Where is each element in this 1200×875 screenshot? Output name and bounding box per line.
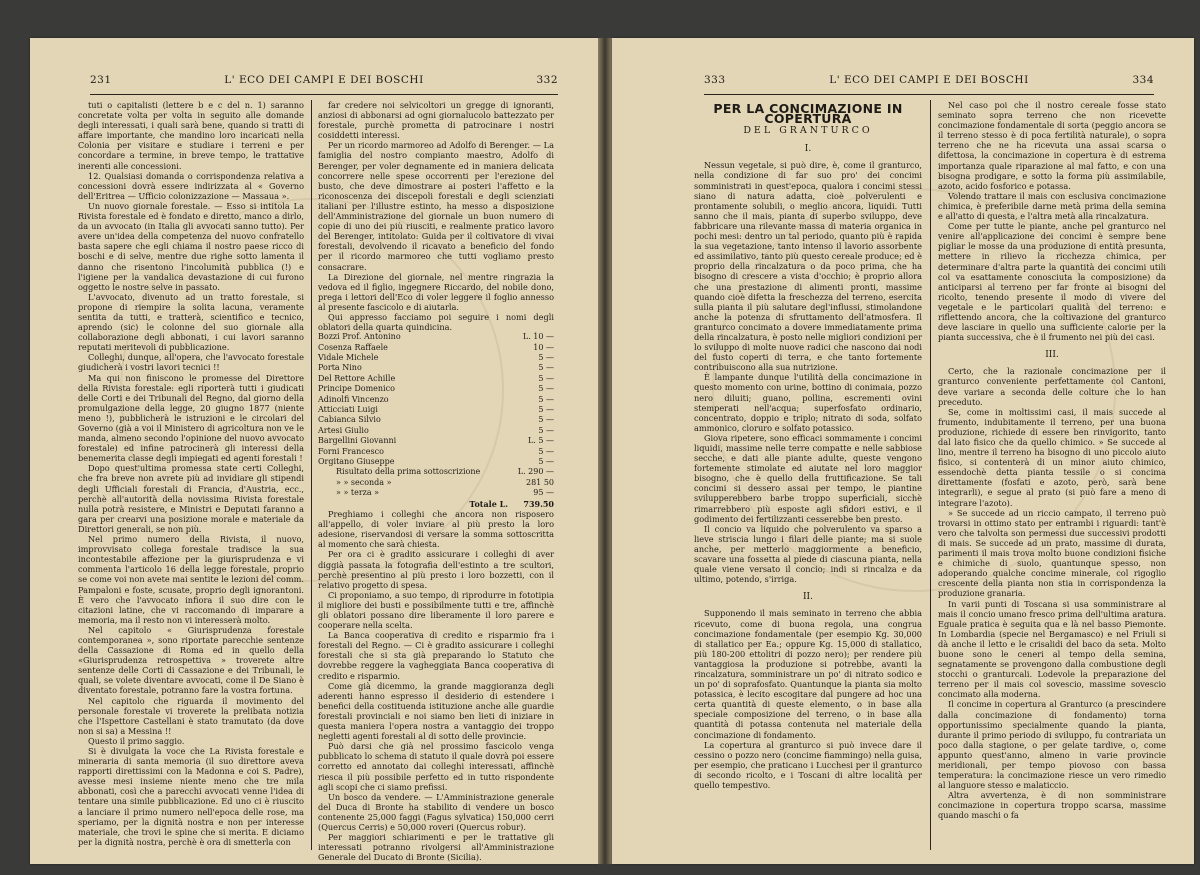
donor-name: Atticciati Luigi (318, 405, 378, 414)
article-subtitle: DEL GRANTURCO (743, 125, 873, 137)
donor-amount: L. 5 — (527, 436, 554, 446)
section-number: II. (803, 592, 813, 603)
donor-name: » » terza » (336, 488, 380, 498)
paragraph: 12. Qualsiasi domanda o corrispondenza relativa a concessioni dovrà essere indirizzata al « Governo dell'Eritrea — Ufficio colonizzazione — Massaua ». (78, 170, 304, 201)
paragraph: Certo, che la razionale concimazione per il granturco conveniente perfettamente col Cantoni, deve variare a seconda delle colture che lo han preceduto. (938, 366, 1166, 407)
section-number: I. (804, 144, 812, 155)
page-number: 332 (536, 74, 558, 86)
article-title: PER LA CONCIMAZIONE IN COPERTURA (713, 101, 903, 127)
paragraph: Nel primo numero della Rivista, il nuovo, improvvisato collega forestale tradisce la sua incontestabile affezione per la giurisprudenza e vi commenta l'articolo 16 della legge forestale, proprio se come voi non avete mai sentite le lezioni del comm. Pampaloni e foste, scusate, proprio degli ignorantoni. È vero che l'avvocato infiora il suo dire con le citazioni latine, che vi raccomando di imparare a memoria, ma il resto non vi interesserà molto. (78, 534, 304, 625)
donor-amount: 5 — (538, 384, 554, 394)
donor-row (318, 426, 554, 436)
donor-row (318, 447, 554, 457)
donor-name: Bargellini Giovanni (318, 436, 397, 446)
donor-row (318, 478, 554, 488)
donor-row (318, 374, 554, 384)
page-number: 231 (90, 74, 112, 86)
running-head (90, 74, 558, 90)
page-number: 334 (1132, 74, 1154, 86)
donor-amount: 5 — (538, 425, 554, 435)
donor-amount: 5 — (538, 457, 554, 467)
paragraph: Nel caso poi che il nostro cereale fosse stato seminato sopra terreno che non ricevette concimazione fondamentale di sorta (peggio ancora se il terreno stesso è di poca fertilità naturale), o sopra terreno che ne ha ricevuta una assai scarsa o difettosa, la concimazione in copertura è di estrema importanza quale riparazione al mal fatto, e con una bisogna prodigare, e sotto la forma più assimilabile, azoto, acido fosforico e potassa. (938, 100, 1166, 191)
paragraph: Ci proponiamo, a suo tempo, di riprodurre in fototipia il migliore dei busti e possibilmente tutti e tre, affinchè gli oblatori possano dire liberamente il loro parere e cooperare nella scelta. (318, 589, 554, 631)
donor-amount: 739.50 (523, 498, 554, 509)
donor-name: Bozzi Prof. Antonino (318, 332, 401, 342)
paragraph: Colleghi, dunque, all'opera, che l'avvocato forestale giudicherà i vostri lavori tecnici !! (78, 352, 304, 373)
paragraph: Nel capitolo « Giurisprudenza forestale contemporanea », sono riportate parecchie sentenze della Cassazione di Roma ed in quello della «Giurisprudenza retrospettiva » troverete altre sentenze delle Corti di Cassazione e dei Tribunali, le quali, se volete diventare avvocati, come il De Siano è diventato forestale, potranno fare la vostra fortuna. (78, 624, 304, 696)
paragraph: Come per tutte le piante, anche pel granturco nel venire all'applicazione dei concimi è sempre bene pigliar le mosse da una produzione di entità presunta, mettere in rilievo la ricchezza chimica, per determinare d'altra parte la quantità dei concimi utili col va esattamente conosciuta la composizione) da anticiparsi al terreno per far fronte ai bisogni del ricolto, tenendo presente il modo di vivere del vegetale e le particolari qualità del terreno: e riflettendo ancora, che la coltivazione del granturco deve lasciare in quello una sufficiente calorie per la pianta successiva, che è il frumento nei più dei casi. (938, 221, 1166, 343)
paragraph: La copertura al granturco si può invece dare il cessino o pozzo nero (concime fiammingo) nella guisa, per esempio, che praticano i Lucchesi per il granturco di secondo ricolto, e i Toscani di altre località per quello tempestivo. (694, 739, 922, 790)
paragraph: Giova ripetere, sono efficaci sommamente i concimi liquidi, massime nelle terre compatte e nelle sabbiose secche, e dati alle piante adulte, queste vengono fortemente stimolate ed aiutate nel loro maggior bisogno, che è quello della fruttificazione. Se tali concimi si dessero assai per tempo, le piantine svilupperebbero barbe troppo superficiali, sicchè rimarrebbero più esposte agli sfidori estivi, e il godimento dei fertilizzanti cesserebbe ben presto. (694, 432, 922, 524)
donor-row (318, 436, 554, 446)
donor-row (318, 395, 554, 405)
donor-amount: 5 — (538, 446, 554, 456)
donor-name: Del Rettore Achille (318, 373, 396, 383)
donor-list (318, 332, 554, 509)
donor-amount: 10 — (533, 342, 554, 352)
donor-name: Cosenza Raffaele (318, 342, 388, 352)
donor-amount: L. 290 — (517, 467, 554, 477)
paragraph: tuti o capitalisti (lettere b e c del n. 1) saranno concretate volta per volta in seguito alle domande degli interessati, i quali sarà bene, quando si tratti di affare importante, che mandino loro incaricati nella Colonia per visitare e studiare i terreni e per concordare a termine, in breve tempo, le trattative inerenti alle concessioni. (78, 100, 304, 171)
column-rule (311, 100, 312, 850)
paragraph: Supponendo il mais seminato in terreno che abbia ricevuto, come di buona regola, una congrua concimazione fondamentale (per esempio Kg. 30,000 di stallatico per Ea.; oppure Kg. 15,000 di stallatico, più 180-200 ettolitri di pozzo nero); per rendere più vantaggiosa la produzione si potrebbe, avanti la rincalzatura, somministrare un po' di nitrato sodico e un po' di soprafosfato. Quantunque la pianta sia molto potassica, è lecito escogitare dal pungere ad hoc una certa quantità di queste elemento, o in base alla speciale composizione del terreno, o in base alla quantità di potassa contenuta nel materiale della concimazione di fondamento. (694, 608, 922, 740)
paragraph: L'avvocato, divenuto ad un tratto forestale, si propone di riempire la solita lacuna, veramente sentita da tutti, e tratterà, scientifico e tecnico, aprendo (sic) le colonne del suo giornale alla collaborazione degli abbonati, i cui lavori saranno reputati meritevoli di pubblicazione. (78, 291, 304, 353)
text-column (78, 100, 304, 850)
paragraph: Un nuovo giornale forestale. — Esso si intitola La Rivista forestale ed è fondato e diretto, manco a dirlo, da un avvocato (in Italia gli avvocati sanno tutto). Per avere un'idea della competenza del nuovo confratello basta sapere che egli chiama il nostro paese ricco di boschi e di selve, mentre due righe sotto lamenta il danno che risentono l'incolumità pubblica (!) e l'igiene per la vandalica devastazione di cui furono oggetto le nostre selve in passato. (78, 200, 304, 292)
paragraph: Per ora ci è gradito assicurare i colleghi di aver diggià passata la fotografia dell'estinto a tre scultori, perchè presentino al più presto i loro bozzetti, con il relativo progetto di spesa. (318, 549, 554, 590)
donor-row (318, 343, 554, 353)
book-gutter (598, 38, 612, 864)
paragraph: Il concime in copertura al Granturco (a prescindere dalla concimazione di fondamento) torna opportunissimo specialmente quando la pianta, durante il primo periodo di sviluppo, fu contrariata un poco dalla stagione, o per gelate tardive, o, come appunto quest'anno, almeno in varie provincie meridionali, per tempo piovoso con bassa temperatura: la concimazione riesce un vero rimedio al languore stesso e malaticcio. (938, 699, 1166, 791)
donor-name: Principe Domenico (318, 384, 395, 394)
paragraph: Si è divulgata la voce che La Rivista forestale e mineraria di santa memoria (il suo direttore aveva rapporti direttissimi con la Madonna e coi S. Padre), avesse mesi insieme niente meno che tre mila abbonati, così che a parecchi avvocati venne l'idea di tentare una simile pubblicazione. Ed uno ci è riuscito a lanciare il primo numero nell'epoca delle rose, ma speriamo, per la dignità nostra e non per interesse materiale, che trovi le spine che si merita. E diciamo per la dignità nostra, perchè è ora di smetterla con (78, 746, 304, 847)
text-column (318, 100, 554, 863)
paragraph: Qui appresso facciamo poi seguire i nomi degli oblatori della quarta quindicina. (318, 311, 554, 333)
donor-amount: 5 — (538, 405, 554, 414)
donor-amount: 95 — (533, 488, 554, 498)
donor-name: Adinolfi Vincenzo (318, 394, 389, 404)
donor-row (318, 363, 554, 373)
paragraph: Volendo trattare il mais con esclusiva concimazione chimica, è preferibile darne metà prima della semina e all'atto di questa, e l'altra metà alla rincalzatura. (938, 190, 1166, 222)
donor-row (318, 384, 554, 394)
donor-name: Porta Nino (318, 363, 362, 373)
paragraph: Questo il primo saggio. (88, 735, 185, 746)
paragraph: Come già dicemmo, la grande maggioranza degli aderenti hanno espresso il desiderio di estendere i benefici della costituenda istituzione anche alle guardie forestali provinciali e noi siamo ben lieti di iniziare in questa maniera l'opera nostra a vantaggio dei troppo negletti agenti forestali al di sotto delle provincie. (318, 680, 554, 742)
paragraph: La Banca cooperativa di credito e risparmio fra i forestali del Regno. — Ci è gradito assicurare i colleghi forestali che si sta già preparando lo Statuto che dovrebbe reggere la vagheggiata Banca cooperativa di credito e risparmio. (318, 630, 554, 681)
paragraph: Per maggiori schiarimenti e per le trattative gli interessati potranno rivolgersi all'Amministrazione Generale del Ducato di Bronte (Sicilia). (318, 832, 554, 863)
paragraph: Per un ricordo marmoreo ad Adolfo di Berenger. — La famiglia del nostro compianto maestro, Adolfo di Berenger, per voler degnamente ed in maniera delicata concorrere nelle spese occorrenti per l'erezione del busto, che deve dimostrare ai posteri l'affetto e la riconoscenza dei discepoli forestali e degli scienziati italiani per l'illustre estinto, ha messo a disposizione dell'Amministrazione del giornale un buon numero di copie di uno dei più riusciti, e realmente pratico lavoro del Berenger, intitolato: Guida per il coltivatore di vivai forestali, devolvendo il ricavato a beneficio del fondo per il ricordo marmoreo che tutti vogliamo presto consacrare. (318, 140, 554, 272)
paragraph: Nel capitolo che riguarda il movimento del personale forestale vi troverete la prelibata notizia che l'Ispettore Castellani è stato tramutato (da dove non si sa) a Messina !! (78, 695, 304, 736)
donor-name: » » seconda » (336, 477, 392, 487)
paragraph: Dopo quest'ultima promessa state certi Colleghi, che fra breve non avrete più ad invidiare gli stipendi degli Ufficiali forestali di Francia, d'Austria, ecc., perchè all'autorità della novissima Rivista forestale nulla potrà resistere, e Ministri e Deputati faranno a gara per crearvi una posizione morale e materiale da Direttori generali, se non più. (78, 463, 304, 534)
right-page (612, 38, 1194, 864)
donor-amount: L. 10 — (522, 332, 554, 342)
donor-row (318, 457, 554, 467)
donor-name: Risultato della prima sottoscrizione (336, 467, 481, 477)
running-head (704, 74, 1154, 90)
donor-row (318, 405, 554, 415)
header-rule (704, 94, 1154, 95)
donor-row (318, 353, 554, 363)
donor-amount: 5 — (538, 363, 554, 373)
paragraph: Altra avvertenza, è di non somministrare concimazione in copertura troppo scarsa, massime quando maschi o fa (938, 790, 1166, 821)
donor-name: Orgitano Giuseppe (318, 457, 395, 467)
donor-amount: 5 — (538, 394, 554, 404)
donor-name: Totale L. (469, 498, 508, 509)
header-rule (90, 94, 558, 95)
donor-row (318, 415, 554, 425)
paragraph: » Se succede ad un riccio campato, il terreno può trovarsi in ottimo stato per entrambi i riguardi: tant'è vero che talvolta son permessi due successivi prodotti di mais. Se succede ad un prato, massime di durata, parimenti il mais trova molto buone condizioni fisiche e chimiche di suolo, quantunque spesso, non adoperando qualche concime minerale, col rigoglio crescente della pianta non stia in corrispondenza la produzione granaria. (938, 507, 1166, 599)
text-column (694, 100, 922, 850)
text-column (938, 100, 1166, 850)
section-number: III. (1045, 350, 1059, 361)
donor-name: Vidale Michele (318, 352, 379, 362)
donor-row (318, 488, 554, 498)
donor-name: Artesi Giulio (318, 425, 369, 435)
paragraph: Un bosco da vendere. — L'Amministrazione generale del Duca di Bronte ha stabilito di vendere un bosco contenente 25,000 faggi (Fagus sylvatica) 150,000 cerri (Quercus Cerris) e 50,000 roveri (Quercus robur). (318, 791, 554, 832)
column-rule (930, 100, 931, 850)
donor-row (318, 499, 554, 509)
donor-amount: 5 — (538, 352, 554, 362)
page-number: 333 (704, 74, 726, 86)
paragraph: In varii punti di Toscana si usa somministrare al mais il concio umano fresco prima dell'ultima aratura. Eguale pratica è seguita qua e là nel basso Piemonte. In Lombardia (specie nel Bergamasco) e nel Friuli si dà anche il letto e le crisalidi del baco da seta. Molto buone sono le ceneri al tempo della semina, segnatamente se provengono dalla combustione degli stocchi o granturcali. Lodevole la preparazione del terreno per il mais col sovescio, massime sovescio concimato alla moderna. (938, 598, 1166, 700)
donor-amount: 5 — (538, 415, 554, 425)
paragraph: Nessun vegetale, si può dire, è, come il granturco, nella condizione di far suo pro' dei concimi somministrati in quest'epoca, qualora i concimi stessi siano di natura adatta, cioè polverulenti e prontamente solubili, o meglio ancora, liquidi. Tutti sanno che il mais, pianta di superbo sviluppo, deve fabbricare una rilevante massa di materia organica in pochi mesi: dentro un tal periodo, quanto più è rapida la sua vegetazione, tanto intenso il lavorio assorbente ed assimilativo, tanto più questo cereale produce; ed è proprio della rincalzatura o da poco prima, che ha bisogno di crescere a vista d'occhio; è proprio allora che una prestazione di alimenti pronti, massime quando cioè difetta la freschezza del terreno, esercita sulla pianta il più salutare degl'influssi, stimolandone anche la potenza di sfruttamento dell'atmosfera. Il granturco concimato a dovere immediatamente prima della rincalzatura, è posto nelle migliori condizioni per lo sviluppo di molte nuove radici che nascono dai nodi del fusto coperti di terra, e che tanto fortemente contribuiscono alla sua nutrizione. (694, 160, 922, 373)
journal-title: L' ECO DEI CAMPI E DEI BOSCHI (224, 74, 424, 86)
paragraph: Può darsi che già nel prossimo fascicolo venga pubblicato lo schema di statuto il quale dovrà poi essere corretto ed annotato dai colleghi interessati, affinchè riesca il più possibile perfetto ed in tutto rispondente agli scopi che ci siamo prefissi. (318, 741, 554, 792)
journal-title: L' ECO DEI CAMPI E DEI BOSCHI (829, 74, 1029, 86)
donor-amount: 5 — (538, 373, 554, 383)
paragraph: Ma qui non finiscono le promesse del Direttore della Rivista forestale: egli riporterà tutti i giudicati delle Corti e dei Tribunali del Regno, dal giorno della promulgazione della legge, 20 giugno 1877 (niente meno !), pubblicherà le istruzioni e le circolari del Governo (già a voi il Ministero di agricoltura non ve le manda, almeno secondo l'opinione del nuovo avvocato forestale) ed infine patrocinerà gli interessi della benemerita classe degli impiegati ed agenti forestali ! (78, 372, 304, 464)
donor-name: Forni Francesco (318, 446, 384, 456)
paragraph: Se, come in moltissimi casi, il mais succede al frumento, indubitamente il terreno, per una buona produzione, richiede di essere ben rinvigorito, tanto dal lato fisico che da quello chimico. » Se succede al lino, mentre il terreno ha bisogno di uno piccolo aiuto fisico, si contenterà di un minor aiuto chimico, essendochè detta pianta tessile o si concima direttamente (fosfati e azoto, però, sarà bene integrarli), e segue al prato (si può fare a meno di integrare l'azoto). (938, 406, 1166, 508)
paragraph: La Direzione del giornale, nel mentre ringrazia la vedova ed il figlio, ingegnere Riccardo, del nobile dono, prega i lettori dell'Eco di voler leggere il foglio annesso al presente fascicolo e di aiutarla. (318, 271, 554, 312)
donor-amount: 281 50 (526, 477, 554, 487)
paragraph: Preghiamo i colleghi che ancora non risposero all'appello, di voler inviare al più presto la loro adesione, riservandosi di versare la somma sottoscritta al momento che sarà chiesta. (318, 509, 554, 550)
paragraph: Il concio va liquido che polverulento va sparso a lieve striscia lungo i filari delle piante; ma si suole anche, per metterlo maggiormente a beneficio, scavare una fossetta al piede di ciascuna pianta, nella quale viene versato il concio; indi si rincalza e da ultimo, potendo, s'irriga. (694, 523, 922, 585)
donor-row (318, 332, 554, 342)
left-page (30, 38, 598, 864)
donor-name: Cabianca Silvio (318, 415, 381, 425)
paragraph: È lampante dunque l'utilità della concimazione in questo momento con urine, bottino di conimaia, pozzo nero diluiti; guano, pollina, escrementi ovini stemperati nell'acqua; superfosfato ordinario, concentrato, doppio e triplo; nitrato di soda, solfato ammonico, cloruro e solfato potassico. (694, 372, 922, 433)
donor-row (318, 467, 554, 477)
paragraph: far credere noi selvicoltori un gregge di ignoranti, anziosi di abbonarsi ad ogni giornalucolo battezzato per forestale, purchè prometta di patrocinare i nostri cosiddetti interessi. (318, 100, 554, 141)
